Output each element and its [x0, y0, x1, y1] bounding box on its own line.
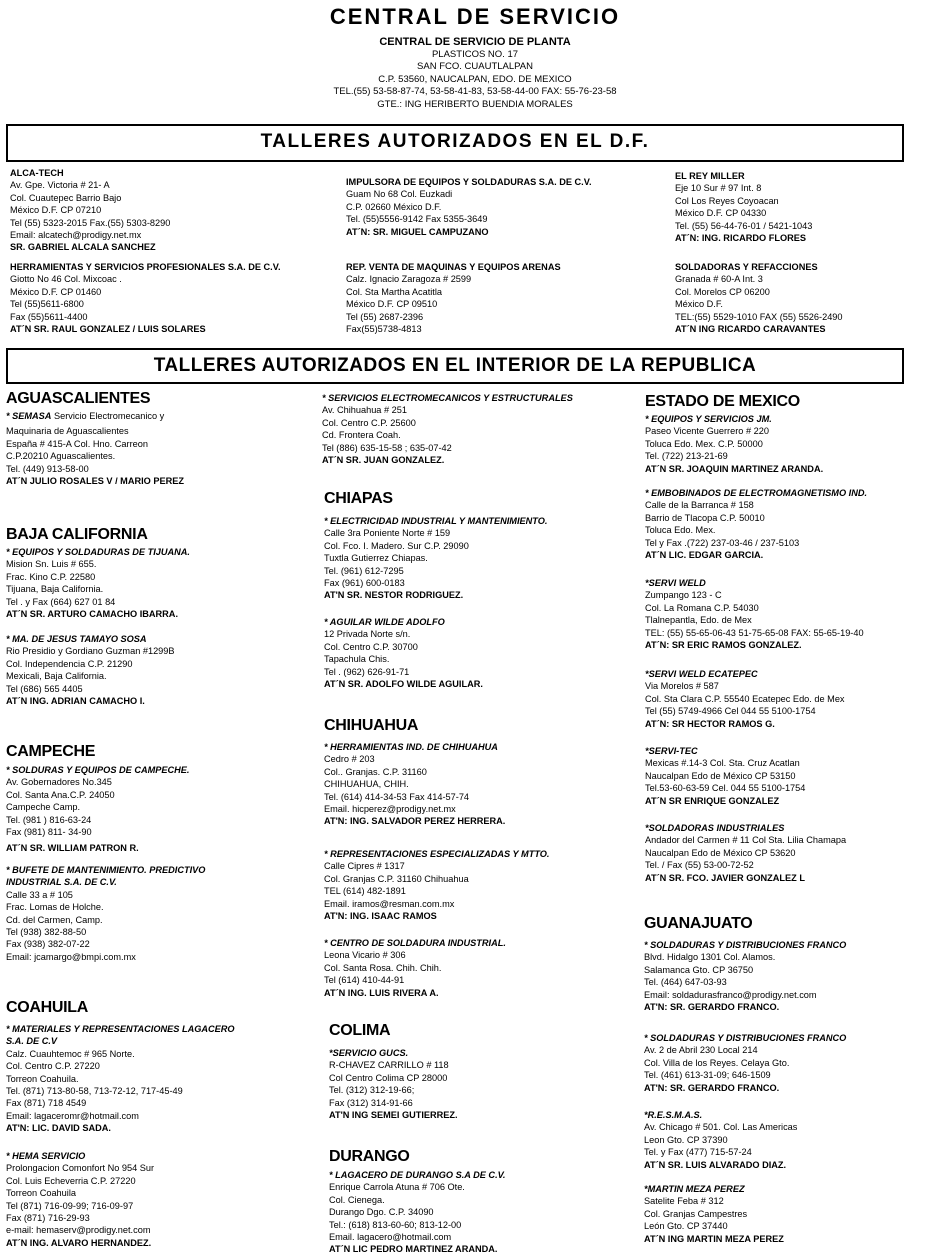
- entry-line: Calle Cipres # 1317: [324, 861, 405, 872]
- entry-attn: AT´N LIC PEDRO MARTINEZ ARANDA.: [329, 1244, 498, 1255]
- entry-name: *SERVI WELD: [645, 578, 706, 588]
- entry-line: Leona Vicario # 306: [324, 950, 406, 961]
- entry-line: Col. Sta Clara C.P. 55540 Ecatepec Edo. de Mex: [645, 693, 845, 704]
- entry-line: Tel (614) 410-44-91: [324, 975, 405, 986]
- workshop-entry: [6, 546, 190, 620]
- entry-name: * CENTRO DE SOLDADURA INDUSTRIAL.: [324, 938, 506, 948]
- entry-name: * EQUIPOS Y SERVICIOS JM.: [645, 414, 772, 424]
- entry-name: * SOLDURAS Y EQUIPOS DE CAMPECHE.: [6, 765, 190, 775]
- entry-attn: AT´N SR. LUIS ALVARADO DIAZ.: [644, 1159, 787, 1170]
- entry-line: Mexicas #.14-3 Col. Sta. Cruz Acatlan: [645, 758, 800, 769]
- entry-name: * REPRESENTACIONES ESPECIALIZADAS Y MTTO.: [324, 849, 550, 859]
- entry-line: Fax (871) 718 4549: [6, 1098, 87, 1109]
- entry-line: Tel (886) 635-15-58 ; 635-07-42: [322, 442, 452, 453]
- entry-line: Fax (871) 716-29-93: [6, 1213, 90, 1224]
- workshop-entry: [644, 1032, 846, 1094]
- entry-line: Guam No 68 Col. Euzkadi: [346, 189, 453, 200]
- entry-line: España # 415-A Col. Hno. Carreon: [6, 438, 148, 449]
- entry-line: México D.F. CP 09510: [346, 299, 438, 310]
- entry-name: * SEMASA: [6, 411, 52, 421]
- entry-line: Av. Gobernadores No.345: [6, 777, 112, 788]
- entry-line: Tlalnepantla, Edo. de Mex: [645, 615, 752, 626]
- entry-line: Calz. Ignacio Zaragoza # 2599: [346, 274, 472, 285]
- state-heading: COLIMA: [329, 1022, 391, 1039]
- entry-line: México D.F. CP 04330: [675, 208, 767, 219]
- entry-line: TEL (614) 482-1891: [324, 886, 406, 897]
- entry-line: Col. Granjas C.P. 31160 Chihuahua: [324, 873, 469, 884]
- entry-line: Naucalpan Edo de México CP 53150: [645, 770, 796, 781]
- workshop-entry: [645, 745, 805, 807]
- entry-attn: AT'N: ING. SALVADOR PEREZ HERRERA.: [324, 816, 506, 827]
- entry-line: Mexicali, Baja California.: [6, 671, 107, 682]
- entry-line: México D.F. CP 07210: [10, 205, 102, 216]
- entry-line: Cd. del Carmen, Camp.: [6, 914, 103, 925]
- entry-line: Av. Chihuahua # 251: [322, 405, 407, 416]
- entry-line: Email: jcamargo@bmpi.com.mx: [6, 951, 136, 962]
- entry-line: Col Centro Colima CP 28000: [329, 1072, 448, 1083]
- workshop-entry: [324, 741, 505, 828]
- entry-name: * LAGACERO DE DURANGO S.A DE C.V.: [329, 1170, 506, 1180]
- entry-line: Col. Cuautepec Barrio Bajo: [10, 192, 122, 203]
- entry-line: CHIHUAHUA, CHIH.: [324, 779, 409, 790]
- workshop-entry: [324, 848, 549, 922]
- entry-attn: AT´N SR. JUAN GONZALEZ.: [322, 455, 445, 466]
- entry-line: Andador del Carmen # 11 Col Sta. Lilia Chamapa: [645, 835, 847, 846]
- entry-attn: AT´N JULIO ROSALES V / MARIO PEREZ: [6, 476, 184, 487]
- entry-line: Cd. Frontera Coah.: [322, 430, 401, 441]
- entry-attn: AT'N: SR. GERARDO FRANCO.: [644, 1002, 780, 1013]
- entry-name: * AGUILAR WILDE ADOLFO: [324, 617, 445, 627]
- entry-line: Via Morelos # 587: [645, 681, 719, 692]
- entry-line: TEL: (55) 55-65-06-43 51-75-65-08 FAX: 55-65-19-40: [645, 627, 864, 638]
- entry-attn: AT´N ING MARTIN MEZA PEREZ: [644, 1233, 784, 1244]
- entry-line: Tel. / Fax (55) 53-00-72-52: [645, 860, 754, 871]
- entry-line: Calz. Cuauhtemoc # 965 Norte.: [6, 1048, 135, 1059]
- workshop-entry: [6, 864, 205, 963]
- entry-attn: AT´N: SR. MIGUEL CAMPUZANO: [346, 226, 489, 237]
- entry-line: Toluca Edo. Mex.: [645, 525, 716, 536]
- entry-line: Col.. Granjas. C.P. 31160: [324, 766, 427, 777]
- workshop-entry: [329, 1047, 458, 1121]
- entry-line: Col. Sta Martha Acatitla: [346, 286, 443, 297]
- entry-name: * SOLDADURAS Y DISTRIBUCIONES FRANCO: [644, 1033, 847, 1043]
- entry-line: Fax (312) 314-91-66: [329, 1097, 413, 1108]
- header-line: TEL.(55) 53-58-87-74, 53-58-41-83, 53-58-44-00 FAX: 55-76-23-58: [333, 86, 617, 97]
- entry-line: Zumpango 123 - C: [645, 590, 722, 601]
- entry-attn: AT'N: ING. ISAAC RAMOS: [324, 911, 437, 922]
- entry-attn: AT´N ING RICARDO CARAVANTES: [675, 324, 826, 335]
- entry-line: Giotto No 46 Col. Mixcoac .: [10, 274, 122, 285]
- df-entry: [346, 176, 592, 238]
- entry-line: Tel.53-60-63-59 Cel. 044 55 5100-1754: [645, 783, 806, 794]
- entry-line: Email: alcatech@prodigy.net.mx: [10, 230, 142, 241]
- state-heading: GUANAJUATO: [644, 915, 753, 932]
- entry-attn: AT´N SR ENRIQUE GONZALEZ: [645, 795, 780, 806]
- entry-attn: AT'N ING SEMEI GUTIERREZ.: [329, 1110, 458, 1121]
- entry-line: Fax (981) 811- 34-90: [6, 827, 92, 838]
- header-subtitle: CENTRAL DE SERVICIO DE PLANTA: [379, 36, 571, 48]
- entry-line: Tel. (464) 647-03-93: [644, 977, 727, 988]
- entry-line: Frac. Kino C.P. 22580: [6, 571, 96, 582]
- df-banner: TALLERES AUTORIZADOS EN EL D.F.: [6, 124, 904, 162]
- entry-line: Tel . y Fax (664) 627 01 84: [6, 596, 116, 607]
- header-line: PLASTICOS NO. 17: [431, 48, 519, 60]
- entry-attn: AT'N: SR. GERARDO FRANCO.: [644, 1082, 780, 1093]
- entry-line: Granada # 60-A Int. 3: [675, 274, 763, 285]
- df-entry: [10, 167, 170, 254]
- entry-attn: AT´N SR. RAUL GONZALEZ / LUIS SOLARES: [10, 324, 206, 335]
- interior-banner: TALLERES AUTORIZADOS EN EL INTERIOR DE LA REPUBLICA: [6, 348, 904, 384]
- entry-line: Rio Presidio y Gordiano Guzman #1299B: [6, 646, 175, 657]
- entry-attn: AT´N ING. LUIS RIVERA A.: [324, 987, 439, 998]
- entry-line: Email. iramos@resman.com.mx: [324, 898, 455, 909]
- entry-line: Barrio de Tlacopa C.P. 50010: [645, 512, 765, 523]
- entry-line: Tel. (722) 213-21-69: [645, 451, 728, 462]
- entry-line: R-CHAVEZ CARRILLO # 118: [329, 1060, 449, 1071]
- entry-line: Tel. (981 ) 816-63-24: [6, 814, 92, 825]
- entry-attn: AT´N SR. ADOLFO WILDE AGUILAR.: [324, 679, 483, 690]
- entry-line: Tel (55) 5749-4966 Cel 044 55 5100-1754: [645, 706, 816, 717]
- entry-attn: AT´N SR. ARTURO CAMACHO IBARRA.: [6, 609, 178, 620]
- header-block: [0, 36, 950, 111]
- workshop-entry: [644, 939, 846, 1013]
- entry-line: Tel. (449) 913-58-00: [6, 463, 89, 474]
- entry-name: * BUFETE DE MANTENIMIENTO. PREDICTIVO: [6, 865, 206, 875]
- entry-line: Col. Santa Ana.C.P. 24050: [6, 789, 115, 800]
- entry-line: Fax(55)5738-4813: [346, 324, 422, 335]
- header-line: GTE.: ING HERIBERTO BUENDIA MORALES: [377, 98, 573, 110]
- workshop-entry: [645, 413, 823, 475]
- entry-line: Col. Independencia C.P. 21290: [6, 658, 133, 669]
- entry-line: Tel. (55)5556-9142 Fax 5355-3649: [346, 214, 488, 225]
- entry-name: REP. VENTA DE MAQUINAS Y EQUIPOS ARENAS: [346, 262, 561, 272]
- entry-line: Tel. (871) 713-80-58, 713-72-12, 717-45-49: [6, 1086, 183, 1097]
- entry-name: * SOLDADURAS Y DISTRIBUCIONES FRANCO: [644, 940, 847, 950]
- entry-line: Cedro # 203: [324, 754, 375, 765]
- entry-line: México D.F.: [675, 299, 723, 310]
- entry-line: Leon Gto. CP 37390: [644, 1134, 728, 1145]
- entry-line: Tel (938) 382-88-50: [6, 927, 87, 938]
- entry-attn: SR. GABRIEL ALCALA SANCHEZ: [10, 242, 156, 253]
- entry-line: Tel (55)5611-6800: [10, 299, 84, 310]
- workshop-entry: [6, 1023, 235, 1135]
- entry-line: Col. La Romana C.P. 54030: [645, 602, 759, 613]
- entry-line: Tuxtla Gutierrez Chiapas.: [324, 553, 428, 564]
- entry-line: Col. Santa Rosa. Chih. Chih.: [324, 962, 442, 973]
- entry-line: Fax (938) 382-07-22: [6, 939, 90, 950]
- workshop-entry: [645, 822, 846, 884]
- entry-name: SOLDADORAS Y REFACCIONES: [675, 262, 818, 272]
- entry-line: Eje 10 Sur # 97 Int. 8: [675, 183, 762, 194]
- state-heading: CHIHUAHUA: [324, 717, 419, 734]
- entry-line: Maquinaria de Aguascalientes: [6, 426, 129, 437]
- entry-line: Col. Morelos CP 06200: [675, 286, 770, 297]
- entry-name: HERRAMIENTAS Y SERVICIOS PROFESIONALES S.A. DE C.V.: [10, 262, 281, 272]
- header-line: SAN FCO. CUAUTLALPAN: [417, 61, 533, 72]
- workshop-entry: [6, 1150, 154, 1249]
- entry-line: Tel. (312) 312-19-66;: [329, 1085, 415, 1096]
- entry-line: Tel. y Fax (477) 715-57-24: [644, 1147, 752, 1158]
- state-heading: CHIAPAS: [324, 490, 393, 507]
- entry-attn: AT'N: LIC. DAVID SADA.: [6, 1123, 111, 1134]
- entry-line: Tel (55) 5323-2015 Fax.(55) 5303-8290: [10, 217, 171, 228]
- workshop-entry: [322, 392, 573, 466]
- entry-line: Col Los Reyes Coyoacan: [675, 195, 779, 206]
- entry-line: Tel. (55) 56-44-76-01 / 5421-1043: [675, 220, 813, 231]
- entry-name: * ELECTRICIDAD INDUSTRIAL Y MANTENIMIENTO.: [324, 516, 548, 526]
- entry-line: Salamanca Gto. CP 36750: [644, 964, 754, 975]
- entry-line: Calle de la Barranca # 158: [645, 500, 754, 511]
- entry-line: Torreon Coahuila.: [6, 1073, 79, 1084]
- entry-name: *SERVICIO GUCS.: [329, 1048, 409, 1058]
- entry-line: Col. Cienega.: [329, 1194, 385, 1205]
- workshop-entry: [329, 1169, 505, 1256]
- workshop-entry: [324, 616, 483, 690]
- entry-name: ALCA-TECH: [10, 168, 64, 178]
- workshop-entry: [644, 1183, 784, 1245]
- workshop-entry: [644, 1109, 797, 1171]
- entry-name: *MARTIN MEZA PEREZ: [644, 1184, 745, 1194]
- entry-line: Tel. (961) 612-7295: [324, 565, 404, 576]
- entry-attn: AT´N LIC. EDGAR GARCIA.: [645, 550, 764, 561]
- entry-attn: AT´N: SR ERIC RAMOS GONZALEZ.: [645, 640, 802, 651]
- header-line: C.P. 53560, NAUCALPAN, EDO. DE MEXICO: [378, 73, 572, 85]
- entry-line: Tel (686) 565 4405: [6, 683, 83, 694]
- entry-name-rest: INDUSTRIAL S.A. DE C.V.: [6, 877, 117, 888]
- entry-line: Paseo Vicente Guerrero # 220: [645, 426, 769, 437]
- entry-attn: AT´N SR. JOAQUIN MARTINEZ ARANDA.: [645, 463, 824, 474]
- entry-line: Col. Fco. I. Madero. Sur C.P. 29090: [324, 540, 469, 551]
- state-heading: COAHUILA: [6, 999, 89, 1016]
- entry-name: *SERVI WELD ECATEPEC: [645, 669, 758, 679]
- entry-attn: AT´N SR. WILLIAM PATRON R.: [6, 843, 139, 854]
- entry-line: México D.F. CP 01460: [10, 286, 102, 297]
- workshop-entry: [324, 937, 506, 999]
- workshop-entry: [645, 487, 867, 561]
- entry-line: C.P. 02660 México D.F.: [346, 201, 442, 212]
- entry-line: 12 Privada Norte s/n.: [324, 629, 411, 640]
- entry-attn: AT'N SR. NESTOR RODRIGUEZ.: [324, 590, 464, 601]
- entry-line: Email: lagaceromr@hotmail.com: [6, 1110, 139, 1121]
- entry-name: * MATERIALES Y REPRESENTACIONES LAGACERO: [6, 1024, 235, 1034]
- entry-line: Tapachula Chis.: [324, 654, 390, 665]
- entry-attn: AT´N SR. FCO. JAVIER GONZALEZ L: [645, 872, 805, 883]
- entry-attn: AT´N: ING. RICARDO FLORES: [675, 233, 806, 244]
- entry-line: Col. Centro C.P. 30700: [324, 641, 418, 652]
- entry-line: Toluca Edo. Mex. C.P. 50000: [645, 438, 763, 449]
- entry-line: Tel (871) 716-09-99; 716-09-97: [6, 1200, 134, 1211]
- entry-line: Col. Centro C.P. 27220: [6, 1061, 100, 1072]
- entry-line: Tijuana, Baja California.: [6, 584, 104, 595]
- entry-line: C.P.20210 Aguascalientes.: [6, 451, 116, 462]
- workshop-entry: [324, 515, 547, 602]
- workshop-entry: [6, 410, 184, 487]
- entry-line: Frac. Lomas de Holche.: [6, 902, 104, 913]
- workshop-entry: [6, 764, 189, 855]
- entry-name: *SERVI-TEC: [645, 746, 698, 756]
- entry-line: Calle 3ra Poniente Norte # 159: [324, 528, 451, 539]
- state-heading: ESTADO DE MEXICO: [645, 393, 800, 410]
- entry-line: Durango Dgo. C.P. 34090: [329, 1207, 434, 1218]
- state-heading: DURANGO: [329, 1148, 410, 1165]
- entry-name: EL REY MILLER: [675, 171, 745, 181]
- entry-name-rest: S.A. DE C.V: [6, 1036, 58, 1047]
- entry-name-rest: Servicio Electromecanico y: [51, 411, 165, 421]
- entry-line: Av. Gpe. Victoria # 21- A: [10, 180, 110, 191]
- entry-line: Tel. (461) 613-31-09; 646-1509: [644, 1070, 771, 1081]
- entry-name: * EMBOBINADOS DE ELECTROMAGNETISMO IND.: [645, 488, 868, 498]
- entry-line: Tel y Fax .(722) 237-03-46 / 237-5103: [645, 537, 800, 548]
- entry-line: TEL:(55) 5529-1010 FAX (55) 5526-2490: [675, 311, 843, 322]
- entry-line: Fax (961) 600-0183: [324, 578, 405, 589]
- entry-line: Av. Chicago # 501. Col. Las Americas: [644, 1122, 798, 1133]
- entry-name: IMPULSORA DE EQUIPOS Y SOLDADURAS S.A. DE C.V.: [346, 177, 592, 187]
- entry-line: Tel . (962) 626-91-71: [324, 666, 410, 677]
- state-heading: CAMPECHE: [6, 743, 96, 760]
- df-entry: [346, 261, 561, 335]
- entry-line: Torreon Coahuila: [6, 1188, 76, 1199]
- entry-line: Email: soldadurasfranco@prodigy.net.com: [644, 989, 817, 1000]
- entry-attn: AT´N: SR HECTOR RAMOS G.: [645, 718, 775, 729]
- entry-line: Mision Sn. Luis # 655.: [6, 559, 97, 570]
- entry-name: * EQUIPOS Y SOLDADURAS DE TIJUANA.: [6, 547, 190, 557]
- entry-line: Enrique Carrola Atuna # 706 Ote.: [329, 1182, 465, 1193]
- entry-line: León Gto. CP 37440: [644, 1221, 728, 1232]
- entry-attn: AT´N ING. ALVARO HERNANDEZ.: [6, 1237, 152, 1248]
- entry-line: e-mail: hemaserv@prodigy.net.com: [6, 1225, 151, 1236]
- entry-line: Email. lagacero@hotmail.com: [329, 1232, 452, 1243]
- entry-line: Satelite Feba # 312: [644, 1196, 724, 1207]
- entry-line: Fax (55)5611-4400: [10, 311, 88, 322]
- workshop-entry: [645, 577, 864, 651]
- entry-attn: AT´N ING. ADRIAN CAMACHO I.: [6, 696, 145, 707]
- entry-line: Blvd. Hidalgo 1301 Col. Alamos.: [644, 952, 776, 963]
- df-entry: [10, 261, 281, 335]
- entry-line: Col. Granjas Campestres: [644, 1208, 748, 1219]
- entry-name: *R.E.S.M.A.S.: [644, 1110, 703, 1120]
- entry-line: Tel.: (618) 813-60-60; 813-12-00: [329, 1219, 462, 1230]
- entry-name: *SOLDADORAS INDUSTRIALES: [645, 823, 785, 833]
- page-title: CENTRAL DE SERVICIO: [329, 4, 621, 29]
- entry-line: Tel (55) 2687-2396: [346, 311, 424, 322]
- entry-line: Calle 33 a # 105: [6, 889, 73, 900]
- entry-line: Campeche Camp.: [6, 802, 81, 813]
- entry-line: Tel. (614) 414-34-53 Fax 414-57-74: [324, 791, 470, 802]
- entry-line: Col. Villa de los Reyes. Celaya Gto.: [644, 1057, 790, 1068]
- entry-line: Col. Centro C.P. 25600: [322, 417, 416, 428]
- workshop-entry: [6, 633, 175, 707]
- state-heading: AGUASCALIENTES: [6, 390, 151, 407]
- entry-line: Naucalpan Edo de México CP 53620: [645, 847, 796, 858]
- entry-line: Email. hicperez@prodigy.net.mx: [324, 804, 456, 815]
- entry-line: Prolongacion Comonfort No 954 Sur: [6, 1163, 155, 1174]
- df-entry: [675, 261, 843, 335]
- workshop-entry: [645, 668, 845, 730]
- entry-name: * HEMA SERVICIO: [6, 1151, 86, 1161]
- entry-line: Col. Luis Echeverria C.P. 27220: [6, 1175, 136, 1186]
- entry-name: * HERRAMIENTAS IND. DE CHIHUAHUA: [324, 742, 498, 752]
- entry-name: * MA. DE JESUS TAMAYO SOSA: [6, 634, 147, 644]
- state-heading: BAJA CALIFORNIA: [6, 526, 148, 543]
- entry-line: Av. 2 de Abril 230 Local 214: [644, 1045, 758, 1056]
- entry-name: * SERVICIOS ELECTROMECANICOS Y ESTRUCTURALES: [322, 393, 573, 403]
- df-entry: [675, 170, 812, 244]
